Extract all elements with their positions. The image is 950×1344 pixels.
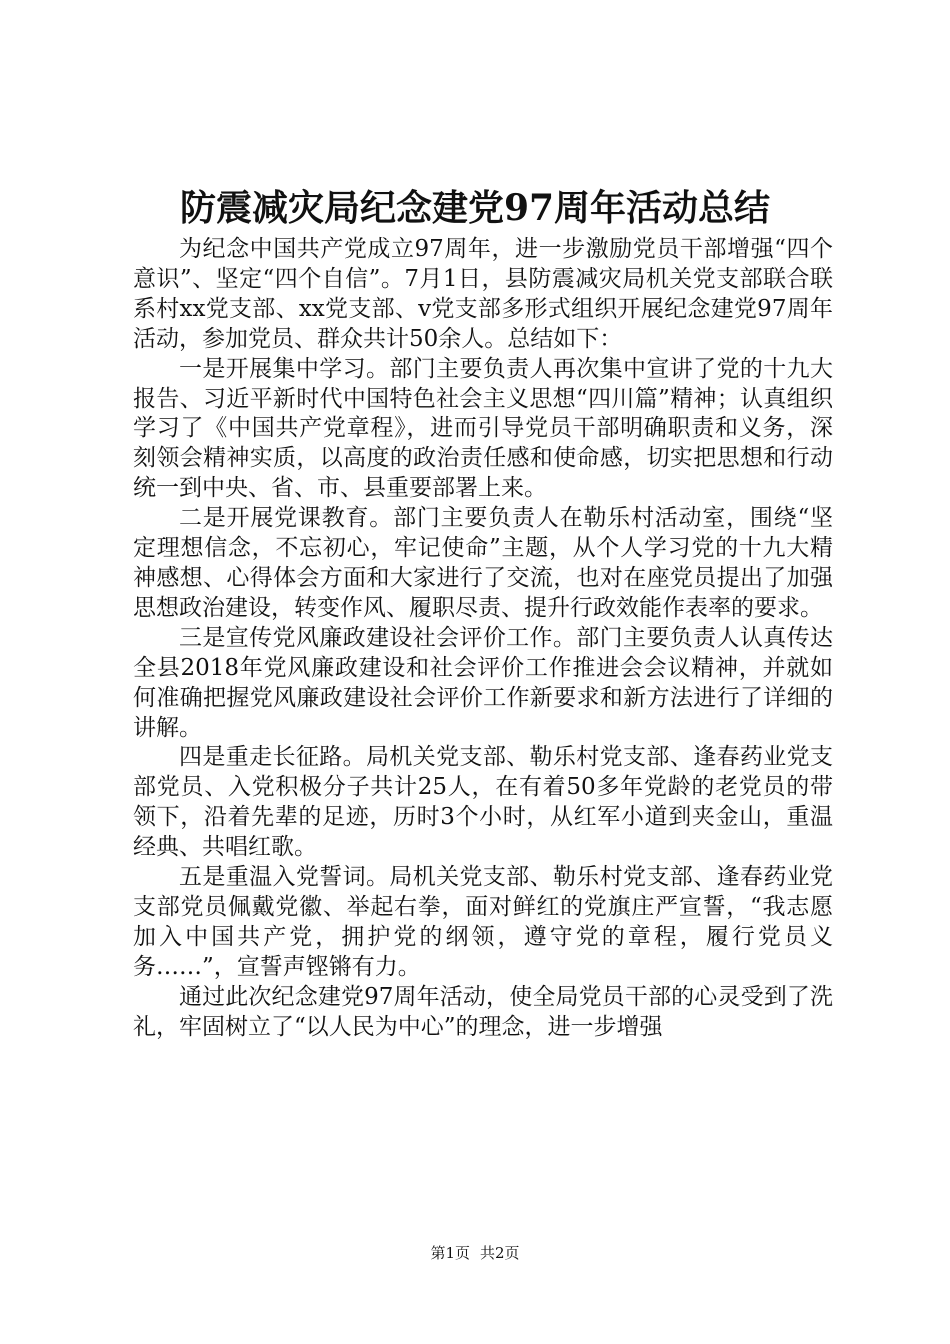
paragraph-oath: 五是重温入党誓词。局机关党支部、勒乐村党支部、逢春药业党支部党员佩戴党徽、举起右拳，面对鲜红的党旗庄严宣誓，“我志愿加入中国共产党，拥护党的纲领，遵守党的章程，履行党员义务……”，宣誓声铿锵有力。 [133, 864, 833, 980]
page-number-current: 第1页 [430, 1244, 470, 1262]
paragraph-party-lesson: 二是开展党课教育。部门主要负责人在勒乐村活动室，围绕“坚定理想信念，不忘初心，牢记使命”主题，从个人学习党的十九大精神感想、心得体会方面和大家进行了交流，也对在座党员提出了加强思想政治建设，转变作风、履职尽责、提升行政效能作表率的要求。 [133, 505, 833, 621]
document-body [133, 235, 833, 1042]
paragraph-conclusion: 通过此次纪念建党97周年活动，使全局党员干部的心灵受到了洗礼，牢固树立了“以人民为中心”的理念，进一步增强 [133, 983, 833, 1040]
document-title: 防震减灾局纪念建党97周年活动总结 [179, 187, 771, 229]
page-footer [0, 1243, 950, 1263]
page-number-total: 共2页 [480, 1244, 520, 1262]
paragraph-intro: 为纪念中国共产党成立97周年，进一步激励党员干部增强“四个意识”、坚定“四个自信”。7月1日，县防震减灾局机关党支部联合联系村xx党支部、xx党支部、v党支部多形式组织开展纪念建党97周年活动，参加党员、群众共计50余人。总结如下： [133, 236, 833, 352]
paragraph-long-march: 四是重走长征路。局机关党支部、勒乐村党支部、逢春药业党支部党员、入党积极分子共计25人，在有着50多年党龄的老党员的带领下，沿着先辈的足迹，历时3个小时，从红军小道到夹金山，重温经典、共唱红歌。 [133, 744, 833, 861]
paragraph-study: 一是开展集中学习。部门主要负责人再次集中宣讲了党的十九大报告、习近平新时代中国特色社会主义思想“四川篇”精神；认真组织学习了《中国共产党章程》，进而引导党员干部明确职责和义务，深刻领会精神实质，以高度的政治责任感和使命感，切实把思想和行动统一到中央、省、市、县重要部署上来。 [133, 355, 833, 502]
paragraph-integrity: 三是宣传党风廉政建设社会评价工作。部门主要负责人认真传达全县2018年党风廉政建设和社会评价工作推进会会议精神，并就如何准确把握党风廉政建设社会评价工作新要求和新方法进行了详细的讲解。 [133, 624, 833, 741]
